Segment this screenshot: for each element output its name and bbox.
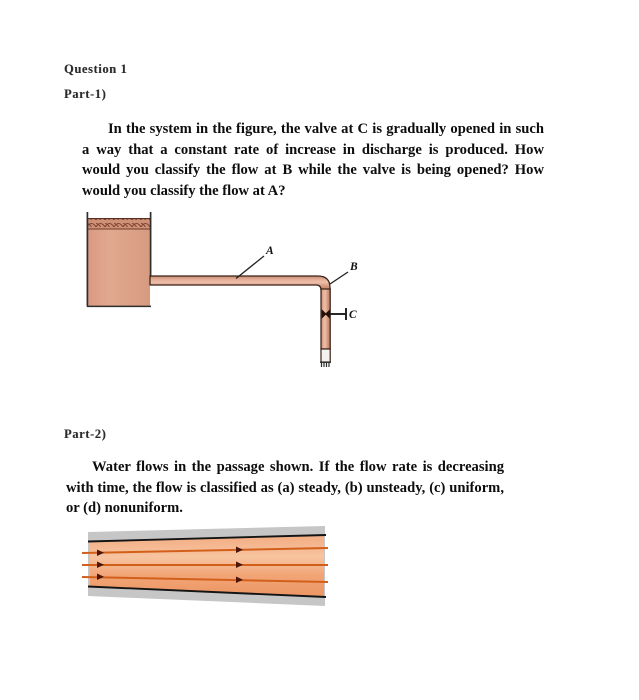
label-a-group	[236, 245, 274, 279]
pipe-outlet	[321, 349, 330, 362]
water-surface-hatch	[88, 218, 150, 229]
tank-pipe-valve-figure	[78, 206, 388, 381]
tank	[87, 212, 151, 307]
label-a-leader	[236, 256, 264, 279]
label-b-group	[330, 261, 358, 284]
label-b-leader	[330, 272, 348, 284]
vertical-pipe	[320, 289, 331, 367]
label-c: C	[349, 309, 357, 321]
pipe-body	[150, 276, 330, 290]
part2-body-text: Water flows in the passage shown. If the flow rate is decreasing with time, the flow is classified as (a) steady, (b) unsteady, (c) uniform, or (d) nonuniform.	[66, 459, 504, 516]
passage-flow-figure	[80, 524, 330, 624]
tank-fluid	[88, 218, 150, 306]
question-title: Question 1	[64, 62, 128, 76]
vertical-pipe-body	[321, 289, 330, 349]
part2-title: Part-2)	[64, 427, 107, 441]
part1-body-text: In the system in the figure, the valve at C is gradually opened in such a way that a constant rate of increase in discharge is produced. How would you classify the flow at B while the valve is being opened? How would you classify the flow at A?	[82, 121, 544, 199]
part1-title: Part-1)	[64, 87, 107, 101]
label-a: A	[266, 245, 274, 257]
label-b: B	[350, 261, 358, 273]
outlet-hatch	[320, 362, 331, 367]
horizontal-pipe	[150, 276, 330, 290]
